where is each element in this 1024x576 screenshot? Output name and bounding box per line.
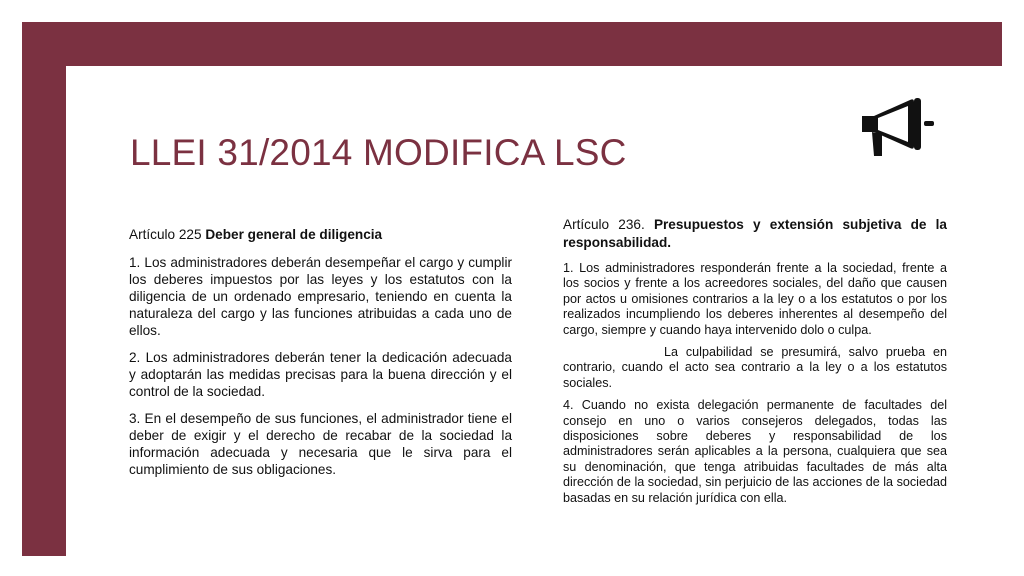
- article-236-paragraph-1: 1. Los administradores responderán frente a la sociedad, frente a los socios y frente a los acreedores sociales, del daño que causen por actos u omisiones contrarios a la ley o a los estatutos o por los realizados incumpliendo los deberes inherentes al desempeño del cargo, siempre y cuando haya intervenido dolo o culpa.: [563, 261, 947, 337]
- article-236-paragraph-2: La culpabilidad se presumirá, salvo prueba en contrario, cuando el acto sea contrario a la ley o a los estatutos sociales.: [563, 345, 947, 390]
- article-236-paragraph-4: 4. Cuando no exista delegación permanente de facultades del consejo en uno o varios consejeros delegados, todas las disposiciones sobre deberes y responsabilidad de los administradores serán aplicables a la persona, cualquiera que sea su denominación, que tenga atribuidas facultades de más alta dirección de la sociedad, sin perjuicio de las acciones de la sociedad basadas en su relación jurídica con ella.: [563, 398, 947, 505]
- slide-frame: [22, 22, 1002, 556]
- article-225-paragraph-3: 3. En el desempeño de sus funciones, el administrador tiene el deber de exigir y el derecho de recabar de la sociedad la información adecuada y necesaria que le sirva para el cumplimiento de sus obligaciones.: [129, 411, 512, 477]
- article-236-heading: [563, 216, 947, 251]
- article-225-paragraph-1: 1. Los administradores deberán desempeñar el cargo y cumplir los deberes impuestos por las leyes y los estatutos con la diligencia de un ordenado empresario, teniendo en cuenta la naturaleza del cargo y las funciones atribuidas a cada uno de ellos.: [129, 255, 512, 338]
- article-225-heading: [129, 226, 512, 243]
- slide-title: LLEI 31/2014 MODIFICA LSC: [130, 132, 627, 173]
- article-236-title: Presupuestos y extensión subjetiva de la responsabilidad.: [563, 217, 947, 250]
- article-225-number: Artículo 225: [129, 227, 206, 242]
- article-225-column: [129, 226, 512, 488]
- megaphone-icon: [856, 94, 936, 162]
- article-225-paragraph-2: 2. Los administradores deberán tener la dedicación adecuada y adoptarán las medidas precisas para la buena dirección y el control de la sociedad.: [129, 350, 512, 399]
- article-236-column: [563, 216, 947, 513]
- slide-content: [66, 66, 1002, 556]
- article-236-number: Artículo 236.: [563, 217, 654, 232]
- article-225-title: Deber general de diligencia: [205, 227, 383, 242]
